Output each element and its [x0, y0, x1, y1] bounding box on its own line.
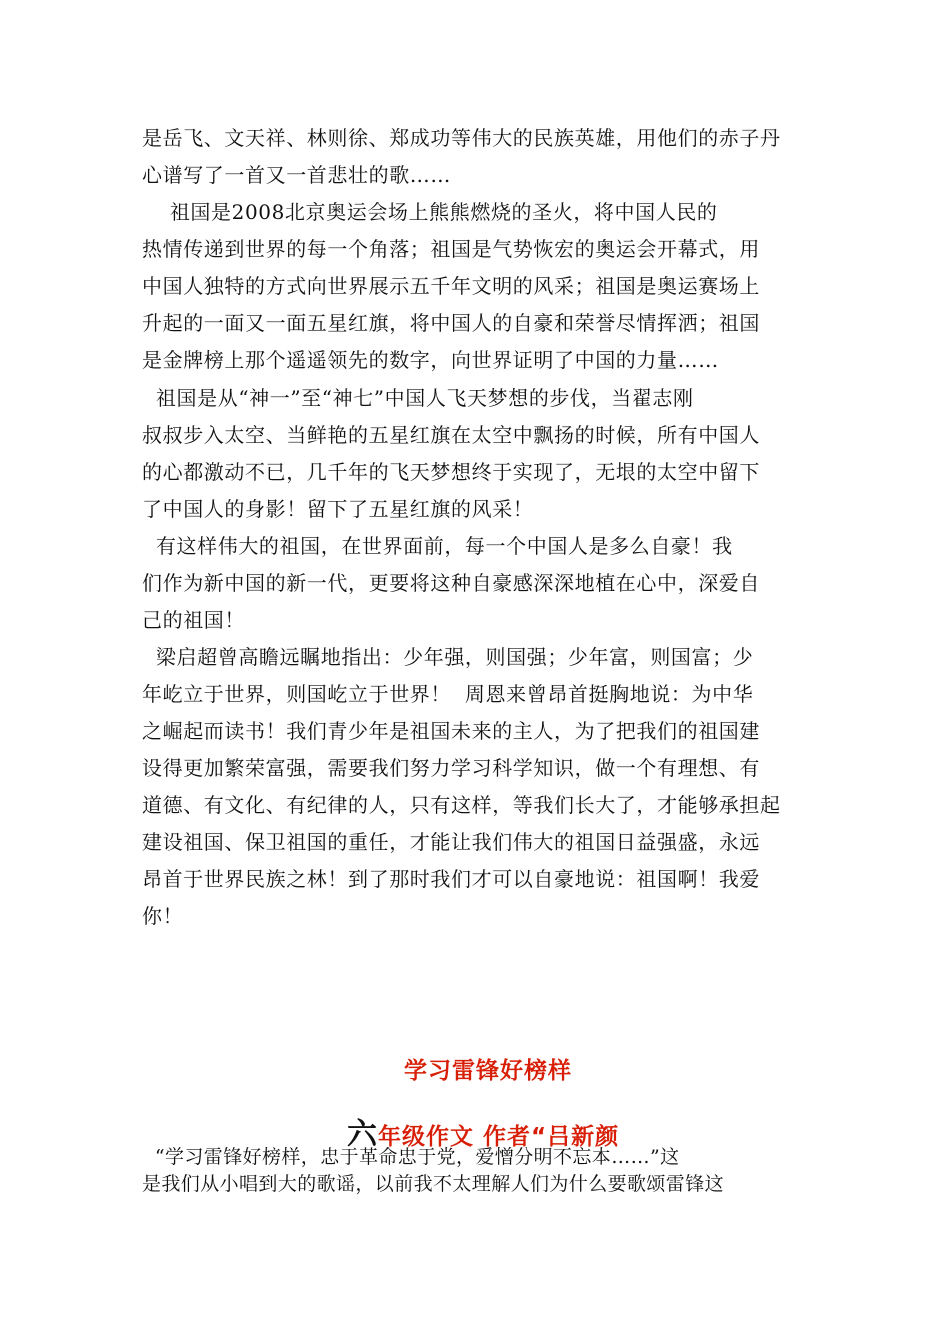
- essay-line: 叔叔步入太空、当鲜艳的五星红旗在太空中飘扬的时候，所有中国人: [142, 423, 760, 447]
- essay-line: 年屹立于世界，则国屹立于世界！ 周恩来曾昂首挺胸地说：为中华: [142, 682, 754, 706]
- essay-line: “学习雷锋好榜样，忠于革命忠于党，爱憎分明不忘本……”这: [142, 1146, 680, 1168]
- essay-line: 中国人独特的方式向世界展示五千年文明的风采；祖国是奥运赛场上: [142, 274, 760, 298]
- essay-line: 是岳飞、文天祥、林则徐、郑成功等伟大的民族英雄，用他们的赤子丹: [142, 126, 781, 150]
- essay-line: 昂首于世界民族之林！到了那时我们才可以自豪地说：祖国啊！我爱: [142, 867, 760, 891]
- subtitle-text: 年级作文 作者“吕新颜: [378, 1124, 620, 1150]
- essay-line: 的心都激动不已，几千年的飞天梦想终于实现了，无垠的太空中留下: [142, 460, 760, 484]
- essay-line: 是我们从小唱到大的歌谣，以前我不太理解人们为什么要歌颂雷锋这: [142, 1173, 725, 1195]
- essay-line: 道德、有文化、有纪律的人，只有这样，等我们长大了，才能够承担起: [142, 793, 781, 817]
- essay-line: 己的祖国！: [142, 608, 245, 632]
- essay-line: 设得更加繁荣富强，需要我们努力学习科学知识，做一个有理想、有: [142, 756, 760, 780]
- essay-line: 祖国是从“神一”至“神七”中国人飞天梦想的步伐，当翟志刚: [142, 386, 694, 410]
- essay-line: 心谱写了一首又一首悲壮的歌……: [142, 163, 451, 187]
- essay-line: 祖国是2008北京奥运会场上熊熊燃烧的圣火，将中国人民的: [142, 200, 718, 224]
- essay-line: 建设祖国、保卫祖国的重任，才能让我们伟大的祖国日益强盛，永远: [142, 830, 760, 854]
- essay-line: 梁启超曾高瞻远瞩地指出：少年强，则国强；少年富，则国富；少: [142, 645, 754, 669]
- essay-line: 你！: [142, 904, 184, 928]
- essay-line: 有这样伟大的祖国，在世界面前，每一个中国人是多么自豪！我: [142, 534, 733, 558]
- essay-line: 升起的一面又一面五星红旗，将中国人的自豪和荣誉尽情挥洒；祖国: [142, 311, 760, 335]
- essay-line: 热情传递到世界的每一个角落；祖国是气势恢宏的奥运会开幕式，用: [142, 237, 760, 261]
- essay-line: 了中国人的身影！留下了五星红旗的风采！: [142, 497, 534, 521]
- essay-line: 们作为新中国的新一代，更要将这种自豪感深深地植在心中，深爱自: [142, 571, 760, 595]
- subtitle-grade-char: 六: [347, 1117, 378, 1152]
- essay-line: 之崛起而读书！我们青少年是祖国未来的主人，为了把我们的祖国建: [142, 719, 760, 743]
- essay-title: 学习雷锋好榜样: [404, 1058, 572, 1084]
- essay-line: 是金牌榜上那个遥遥领先的数字，向世界证明了中国的力量……: [142, 348, 719, 372]
